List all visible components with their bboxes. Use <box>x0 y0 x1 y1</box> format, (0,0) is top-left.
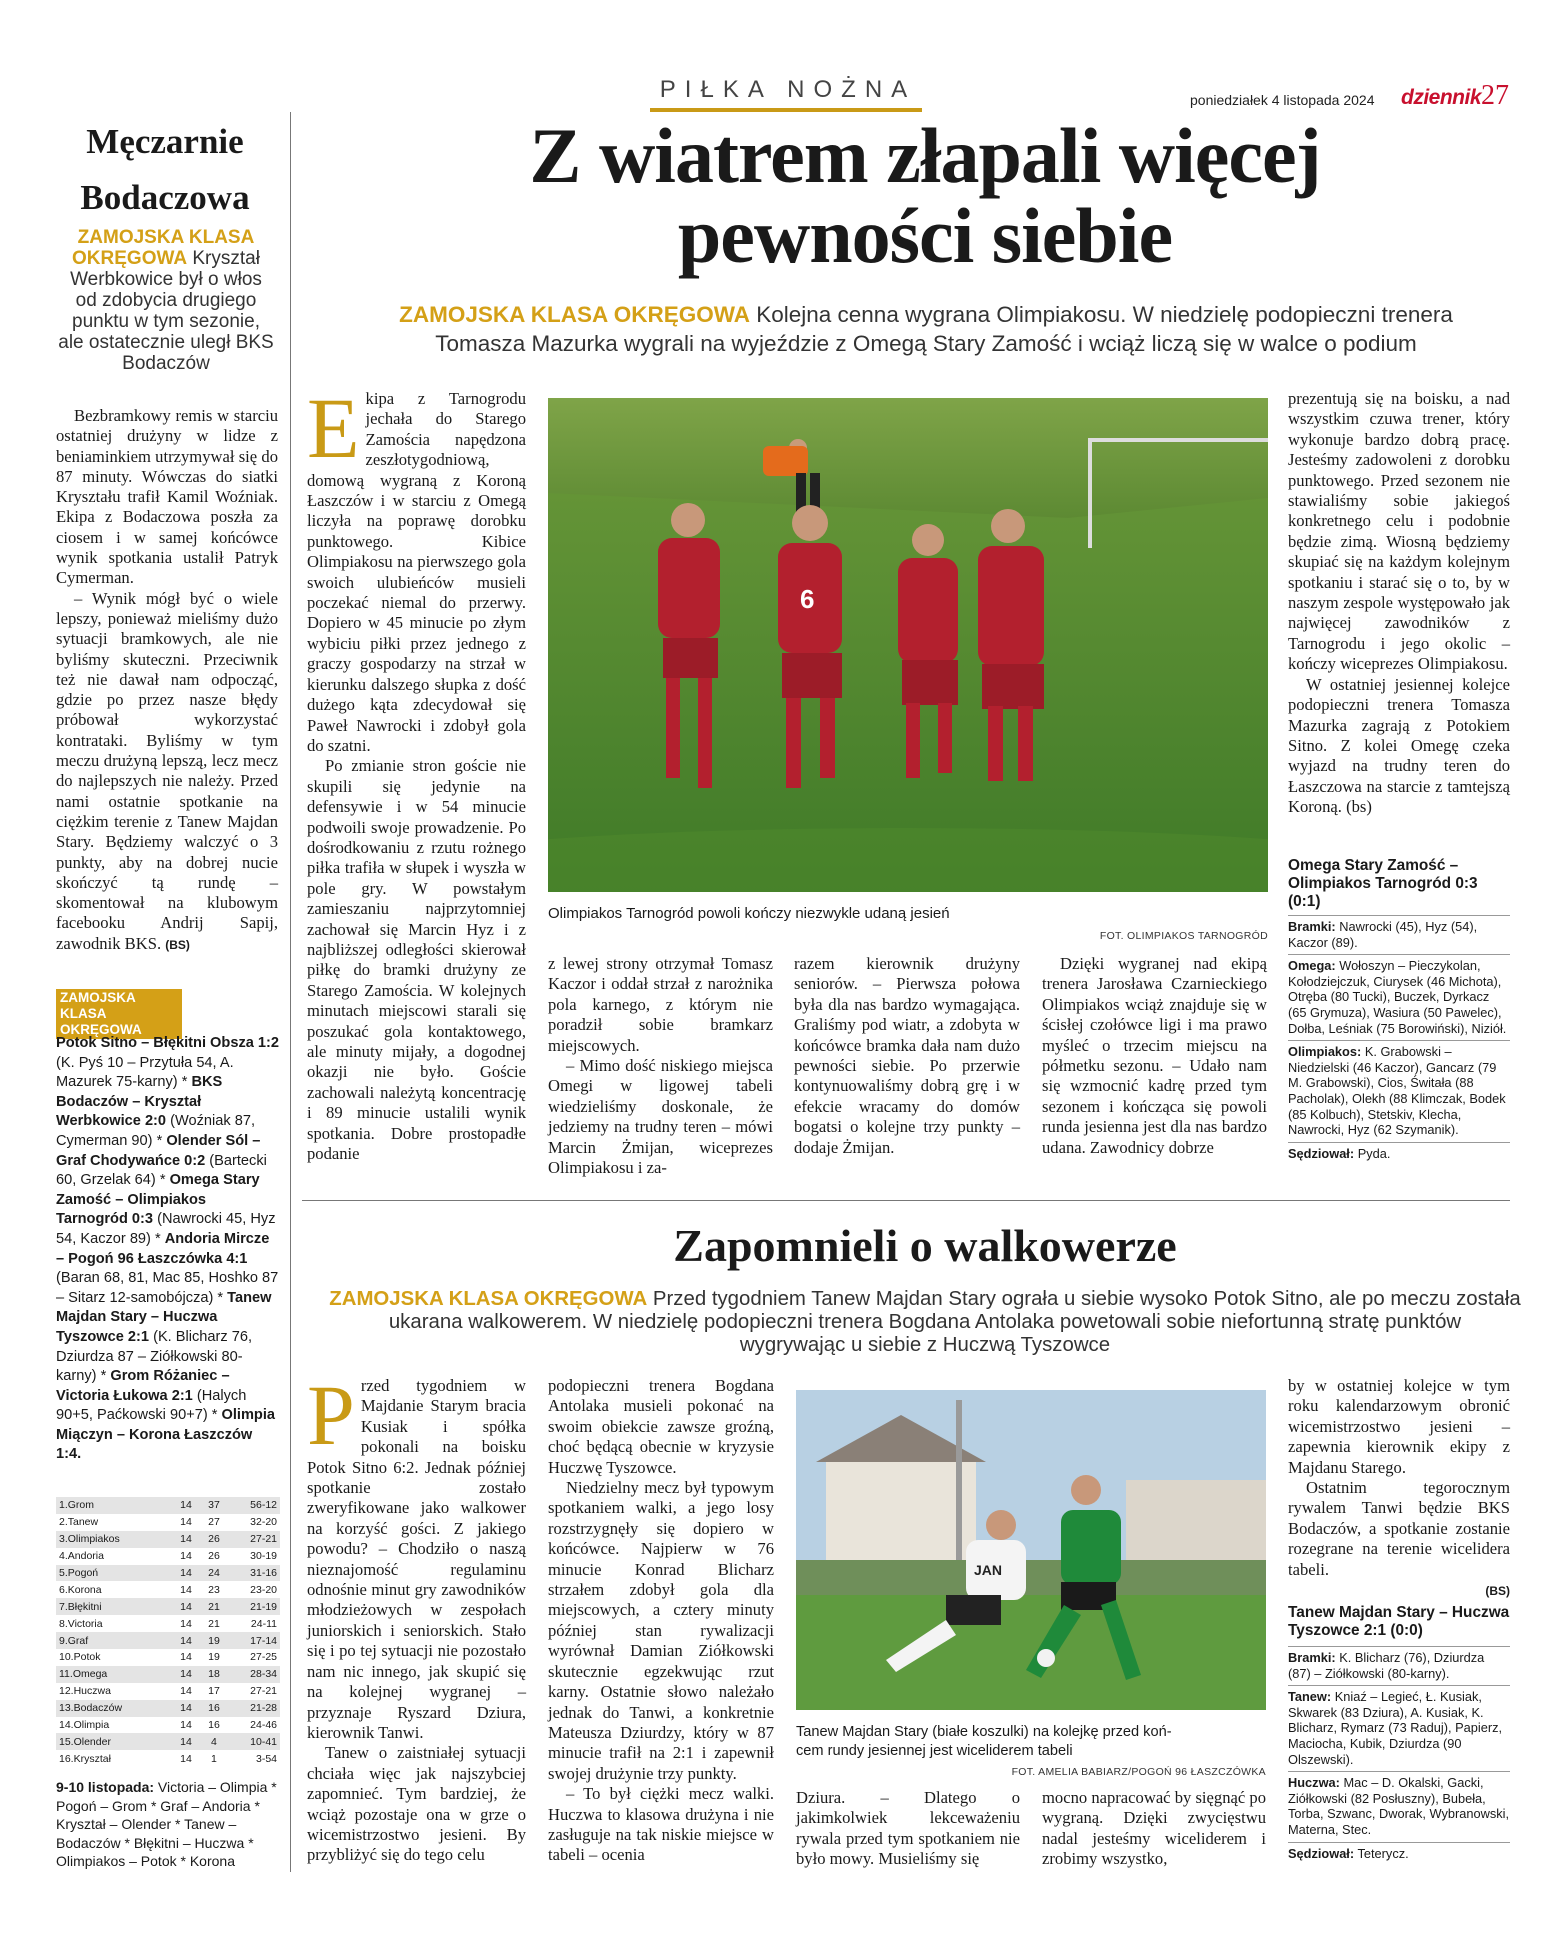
article1-lead-tag: ZAMOJSKA KLASA OKRĘGOWA <box>399 302 750 327</box>
next-round <box>56 1778 280 1871</box>
standings-goals: 28-34 <box>228 1666 280 1683</box>
result-item: Tanew Majdan Stary – Huczwa Tyszowce 2:1 (K. Blicharz 76, Dziurdza 87 – Ziółkowski 80-karny) <box>56 1289 272 1385</box>
article1-col1 <box>307 380 526 1164</box>
standings-points: 26 <box>200 1531 228 1548</box>
article1-photo-caption: Olimpiakos Tarnogród powoli kończy niezwykle udaną jesień <box>548 905 950 922</box>
standings-played: 14 <box>172 1666 200 1683</box>
article1-box-omega: Omega: Wołoszyn – Pieczykolan, Kołodziejczuk, Ciurysek (46 Michota), Otręba (80 Tucki), Buczek, Dyrkacz (65 Grymuza), Wasiura (50 Pawelec), Dołba, Leśniak (75 Borowiński), Niziół. <box>1288 954 1510 1040</box>
standings-played: 14 <box>172 1598 200 1615</box>
result-item: Omega Stary Zamość – Olimpiakos Tarnogród 0:3 (Nawrocki 45, Hyz 54, Kaczor 89) <box>56 1172 276 1247</box>
standings-played: 14 <box>180 1617 192 1630</box>
standings-team: 12.Huczwa <box>59 1685 111 1698</box>
article1-signature: (bs) <box>1346 797 1372 817</box>
page-number: 27 <box>1481 80 1509 111</box>
article1-photo <box>548 398 1268 892</box>
result-item: Olender Sól – Graf Chodywańce 0:2 (Bartecki 60, Grzelak 64) <box>56 1132 267 1189</box>
article1-col5: prezentują się na boisku, a nad wszystkim czuwa trener, który wykonuje bardzo dobrą pracę. Jesteśmy zadowoleni z dorobku punktowego. Przed sezonem nie stawialiśmy sobie jakiegoś konkretnego celu i podobnie będzie zimą. Wiosną będziemy skupiać się na każdym kolejnym spotkaniu i starać się o to, by w naszym zespole występowało jak najwięcej zawodników z Tarnogrodu i jego okolic – kończy wiceprezes Olimpiakosu. W ostatniej jesiennej kolejce podopieczni trenera Tomasza Mazurka zagrają z Potokiem Sitno. Z kolei Omegę czeka wyjazd na trudny teren do Łaszczowa na starcie z tamtejszą Koroną. (bs) <box>1288 389 1510 817</box>
article2-box-referee: Sędziował: Teterycz. <box>1288 1842 1510 1866</box>
standings-goals: 30-19 <box>250 1550 277 1563</box>
article1-paragraph: Po zmianie stron goście nie skupili się jedynie na defensywie i w 54 minucie podwoili swoje prowadzenie. Po dośrodkowaniu z rzutu rożnego piłka trafiła w słupek i wyszła w pole gry. W powstałym zamieszaniu najprzytomniej zachował się Marcin Hyz i z najbliższej odległości skierował piłkę do bramki drużyny ze Starego Zamościa. W kolejnych minutach miejscowi starali się poszukać gola kontaktowego, ale minuty mijały, a dogodnej okazji nie było. Goście zachowali należytą koncentrację i 89 minucie ustalili wynik spotkania. Dobre prostopadłe podanie <box>307 756 526 1164</box>
standings-points: 1 <box>211 1752 217 1765</box>
standings-team: 7.Błękitni <box>56 1598 172 1615</box>
standings-team: 8.Victoria <box>59 1617 103 1630</box>
standings-team: 1.Grom <box>56 1497 172 1514</box>
standings-goals: 27-21 <box>228 1531 280 1548</box>
article2-dropcap: P <box>307 1367 355 1463</box>
article1-paragraph: Ekipa z Tarnogrodu jechała do Starego Zamościa napędzona zeszłotygodniową, domową wygraną z Koroną Łaszczów i w starciu z Omegą liczyła na poprawę dorobku punktowego. Kibice Olimpiakosu na pierwszego gola swoich ulubieńców musieli poczekać niemal do przerwy. Dopiero w 45 minucie po złym wybiciu piłki przez jednego z graczy gospodarzy na strzał w kierunku dalszego słupka z dość dużego kąta zdecydował się Paweł Nawrocki i zdobył gola do szatni. <box>307 380 526 755</box>
standings-row <box>56 1649 280 1666</box>
standings-played: 14 <box>180 1752 192 1765</box>
article2-box-goals: Bramki: K. Blicharz (76), Dziurdza (87) – Ziółkowski (80-karny). <box>1288 1646 1510 1685</box>
standings-row <box>56 1598 280 1615</box>
standings-points: 21 <box>208 1617 220 1630</box>
standings-goals: 17-14 <box>228 1632 280 1649</box>
article1-photo-credit: FOT. OLIMPIAKOS TARNOGRÓD <box>1099 930 1268 942</box>
article2-lead: ZAMOJSKA KLASA OKRĘGOWA Przed tygodniem Tanew Majdan Stary ograła u siebie wysoko Potok Sitno, ale po meczu została ukarana walkowerem. W niedzielę podopieczni trenera Bogdana Antolaka powetowali sobie niefortunną stratę punktów wygrywając u siebie z Huczwą Tyszowce <box>329 1288 1521 1356</box>
standings-row <box>56 1750 280 1767</box>
standings-played: 14 <box>172 1565 200 1582</box>
standings-row <box>56 1514 280 1531</box>
results-badge: ZAMOJSKA KLASA OKRĘGOWA <box>56 989 182 1039</box>
standings-goals: 56-12 <box>228 1497 280 1514</box>
standings-points: 17 <box>208 1685 220 1698</box>
standings-goals: 27-21 <box>250 1685 277 1698</box>
standings-goals: 10-41 <box>228 1733 280 1750</box>
standings-team: 3.Olimpiakos <box>56 1531 172 1548</box>
sidebar-paragraph-text: – Wynik mógł być o wiele lepszy, ponieważ mieliśmy dużo sytuacji bramkowych, ale nie byliśmy skuteczni. Przeciwnik też nie dawał nam odpocząć, gdzie po przez nasze błędy próbował wykorzystać kontrataki. Byliśmy w tym meczu drużyną lepszą, lecz mecz do najlepszych nie należy. Przed nami ostatnie spotkanie na ciężkim terenie z Tanew Majdan Stary. Będziemy walczyć o 3 punkty, aby na dobrej nucie skończyć tą rundę – skomentował na klubowym facebooku Andrij Sapij, zawodnik BKS. <box>56 588 278 953</box>
article1-lead <box>300 300 1552 358</box>
standings-played: 14 <box>172 1531 200 1548</box>
article1-lead-text2: Tomasza Mazurka wygrali na wyjeździe z Omegą Stary Zamość i wciąż liczą się w walce o podium <box>435 331 1417 356</box>
sidebar-signature: (BS) <box>165 937 190 952</box>
articles-separator <box>302 1200 1510 1201</box>
article2-title: Zapomnieli o walkowerze <box>673 1220 1177 1271</box>
article2-col3: Dziura. – Dlatego o jakimkolwiek lekceważeniu rywala przed tym spotkaniem nie było mowy. Musieliśmy się <box>796 1788 1020 1869</box>
result-item: Andoria Mircze – Pogoń 96 Łaszczówka 4:1 (Baran 68, 81, Mac 85, Hoshko 87 – Sitarz 12-samobójcza) <box>56 1230 279 1306</box>
article2-match-box <box>1288 1604 1510 1865</box>
article1-title-line1: Z wiatrem złapali więcej <box>529 112 1321 199</box>
sidebar-paragraph <box>56 589 278 955</box>
article2-box-title: Tanew Majdan Stary – Huczwa Tyszowce 2:1 (0:0) <box>1288 1604 1510 1639</box>
standings-goals: 3-54 <box>255 1752 277 1765</box>
article1-title <box>300 112 1550 279</box>
result-item: Grom Różaniec – Victoria Łukowa 2:1 (Halych 90+5, Paćkowski 90+7) <box>56 1368 247 1424</box>
standings-played: 14 <box>180 1719 192 1732</box>
standings-played: 14 <box>180 1651 192 1664</box>
standings-row <box>56 1733 280 1750</box>
standings-team: 9.Graf <box>56 1632 172 1649</box>
football-celebration-image <box>548 398 1268 892</box>
article1-title-line2: pewności siebie <box>677 192 1173 279</box>
football-duel-image <box>796 1390 1266 1710</box>
article1-col2: z lewej strony otrzymał Tomasz Kaczor i oddał strzał z narożnika pola karnego, z którym nie poradził sobie bramkarz miejscowych. – Mimo dość niskiego miejsca Omegi w ligowej tabeli wiedzieliśmy doskonale, że jedziemy na trudny teren – mówi Marcin Żmijan, wiceprezes Olimpiakosu i za- <box>548 954 773 1178</box>
article2-col2: podopieczni trenera Bogdana Antolaka musieli pokonać na swoim obiekcie zawsze groźną, choć będącą obecnie w kryzysie Huczwę Tyszowce. Niedzielny mecz był typowym spotkaniem walki, a jego losy rozstrzygnęły się dopiero w końcówce. Najpierw w 76 minucie Konrad Blicharz strzałem zdobył gola dla miejscowych, a cztery minuty później stan rywalizacji wyrównał Damian Ziółkowski skutecznie egzekwując rzut karny. Ostatnie słowo należało jednak do Tanwi, a konkretnie Mateusza Dziurdzy, który w 87 minucie trafił na 2:1 i zapewnił swojej drużynie trzy punkty. – To był ciężki mecz walki. Huczwa to klasowa drużyna i nie zasługuje na tak niskie miejsce w tabeli – ocenia <box>548 1376 774 1865</box>
issue-date: poniedziałek 4 listopada 2024 <box>1190 92 1375 108</box>
standings-row <box>56 1632 280 1649</box>
standings-team: 14.Olimpia <box>59 1719 110 1732</box>
standings-row <box>56 1548 280 1565</box>
article2-lead-tag: ZAMOJSKA KLASA OKRĘGOWA <box>329 1288 648 1310</box>
result-item: Potok Sitno – Błękitni Obsza 1:2 (K. Pyś 10 – Przytuła 54, A. Mazurek 75-karny) <box>56 1035 280 1091</box>
sidebar-lead <box>58 227 274 374</box>
standings-played: 14 <box>172 1497 200 1514</box>
standings-played: 14 <box>180 1516 192 1529</box>
standings-played: 14 <box>180 1583 192 1596</box>
article2-col5: by w ostatniej kolejce w tym roku kalendarzowym obronić wicemistrzostwo jesieni – zapewnia kierownik ekipy z Majdanu Starego. Ostatnim tegorocznym rywalem Tanwi będzie BKS Bodaczów, a spotkanie zostanie rozegrane na terenie wicelidera tabeli. (BS) <box>1288 1376 1510 1599</box>
standings-row <box>56 1666 280 1683</box>
standings-team: 11.Omega <box>56 1666 172 1683</box>
standings-team: 2.Tanew <box>59 1516 99 1529</box>
article1-box-referee: Sędziował: Pyda. <box>1288 1142 1510 1166</box>
section-label: PIŁKA NOŻNA <box>659 76 917 103</box>
sidebar-title <box>52 114 278 226</box>
article2-box-tanew: Tanew: Kniaź – Legieć, Ł. Kusiak, Skwarek (83 Dziura), A. Kusiak, K. Blicharz, Rymarz (73 Raduj), Papierz, Maciocha, Kubik, Dziurdza (90 Olszewski). <box>1288 1685 1510 1771</box>
standings-team: 13.Bodaczów <box>56 1700 172 1717</box>
standings-row <box>56 1497 280 1514</box>
standings-row <box>56 1615 280 1632</box>
standings-points: 27 <box>208 1516 220 1529</box>
results-list: Potok Sitno – Błękitni Obsza 1:2 (K. Pyś 10 – Przytuła 54, A. Mazurek 75-karny) * BKS Bodaczów – Kryształ Werbkowice 2:0 (Woźniak 87, Cymerman 90) * Olender Sól – Graf Chodywańce 0:2 (Bartecki 60, Grzelak 64) * Omega Stary Zamość – Olimpiakos Tarnogród 0:3 (Nawrocki 45, Hyz 54, Kaczor 89) * Andoria Mircze – Pogoń 96 Łaszczówka 4:1 (Baran 68, 81, Mac 85, Hoshko 87 – Sitarz 12-samobójcza) * Tanew Majdan Stary – Huczwa Tyszowce 2:1 (K. Blicharz 76, Dziurdza 87 – Ziółkowski 80-karny) * Grom Różaniec – Victoria Łukowa 2:1 (Halych 90+5, Paćkowski 90+7) * Olimpia Miączyn – Korona Łaszczów 1:4. <box>56 1035 280 1463</box>
standings-goals: 24-46 <box>250 1719 277 1732</box>
standings-played: 14 <box>180 1685 192 1698</box>
standings-team: 6.Korona <box>59 1583 102 1596</box>
standings-points: 16 <box>200 1700 228 1717</box>
standings-row <box>56 1700 280 1717</box>
article1-col4: Dzięki wygranej nad ekipą trenera Jarosława Czarnieckiego Olimpiakos wciąż znajduje się w ścisłej czołówce ligi i ma prawo myśleć o trzecim miejscu na półmetku sezonu. – Udało nam się wzmocnić kadrę przed tym sezonem i kończąca się powoli runda jesienna jest dla nas bardzo udana. Zawodnicy dobrze <box>1042 954 1267 1157</box>
result-item: BKS Bodaczów – Kryształ Werbkowice 2:0 (Woźniak 87, Cymerman 90) <box>56 1074 256 1149</box>
article1-box-olimpiakos: Olimpiakos: K. Grabowski – Niedzielski (46 Kaczor), Gancarz (79 M. Grabowski), Cios, Świtała (88 Pacholak), Olekh (88 Klimczak, Bodek (85 Kolbuch), Stetskiv, Klecha, Nawrocki, Hyz (62 Szymanik). <box>1288 1040 1510 1142</box>
standings-row <box>56 1581 280 1598</box>
standings-team: 5.Pogoń <box>56 1565 172 1582</box>
article2-col4: mocno napracować by sięgnąć po wygraną. Dzięki zwycięstwu nadal jesteśmy wiceliderem i zrobimy wszystko, <box>1042 1788 1266 1869</box>
standings-played: 14 <box>172 1632 200 1649</box>
sidebar-body <box>56 406 278 955</box>
standings-goals: 21-28 <box>228 1700 280 1717</box>
standings-team: 4.Andoria <box>59 1550 104 1563</box>
standings-points: 4 <box>200 1733 228 1750</box>
sidebar-title-line2: Bodaczowa <box>80 178 250 217</box>
standings-row <box>56 1717 280 1734</box>
svg-text:6: 6 <box>800 584 815 614</box>
svg-text:JAN: JAN <box>974 1562 1003 1578</box>
sidebar-divider <box>290 112 291 1872</box>
standings-team: 16.Kryształ <box>59 1752 111 1765</box>
article2-photo <box>796 1390 1266 1710</box>
standings-points: 19 <box>208 1651 220 1664</box>
standings-played: 14 <box>172 1733 200 1750</box>
standings-points: 24 <box>200 1565 228 1582</box>
standings-played: 14 <box>180 1550 192 1563</box>
article1-lead-text1: Kolejna cenna wygrana Olimpiakosu. W niedzielę podopieczni trenera <box>756 302 1453 327</box>
dziennik-logo: dziennik <box>1401 86 1482 109</box>
standings-goals: 24-11 <box>250 1617 277 1630</box>
standings-points: 21 <box>200 1598 228 1615</box>
standings-row <box>56 1683 280 1700</box>
article2-signature: (BS) <box>1485 1584 1510 1599</box>
sidebar-title-line1: Męczarnie <box>86 122 244 161</box>
article2-col1: Przed tygodniem w Majdanie Starym bracia Kusiak i spółka pokonali na boisku Potok Sitno 6:2. Jednak później spotkanie zostało zweryfikowane jako walkower na korzyść gości. Z jakiego powodu? – Chodziło o naszą nieznajomość regulaminu odnośnie minut gry zawodników młodzieżowych w zespołach juniorskich i seniorskich. Stało się i po tej sytuacji nie pozostało nam nic innego, jak skupić się na kolejnej wygranej – przyznaje Ryszard Dziura, kierownik Tanwi. Tanew o zaistniałej sytuacji chciała więc jak najszybciej zapomnieć. Tym bardziej, że wciąż pozostaje ona w grze o wicemistrzostwo jesieni. By przybliżyć się do tego celu <box>307 1367 526 1865</box>
standings-goals: 21-19 <box>228 1598 280 1615</box>
result-item: Olimpia Miączyn – Korona Łaszczów 1:4. <box>56 1407 276 1463</box>
article2-photo-caption: Tanew Majdan Stary (białe koszulki) na kolejkę przed koń- cem rundy jesiennej jest wiceliderem tabeli <box>796 1724 1172 1759</box>
standings-points: 37 <box>200 1497 228 1514</box>
standings-goals: 32-20 <box>250 1516 277 1529</box>
standings-goals: 23-20 <box>250 1583 277 1596</box>
article1-match-box <box>1288 857 1510 1165</box>
sidebar-lead-text: Kryształ Werbkowice był o włos od zdobycia drugiego punktu w tym sezonie, ale ostatecznie uległ BKS Bodaczów <box>58 248 274 374</box>
article1-box-goals: Bramki: Nawrocki (45), Hyz (54), Kaczor (89). <box>1288 915 1510 954</box>
standings-row <box>56 1531 280 1548</box>
article1-dropcap: E <box>307 380 360 476</box>
next-round-label: 9-10 listopada: <box>56 1779 155 1795</box>
standings-points: 26 <box>208 1550 220 1563</box>
next-round-text: Victoria – Olimpia * Pogoń – Grom * Graf – Andoria * Kryształ – Olender * Tanew – Bodaczów * Błękitni – Huczwa * Olimpiakos – Potok * Korona <box>56 1779 277 1870</box>
standings-points: 18 <box>200 1666 228 1683</box>
standings-team: 10.Potok <box>59 1651 101 1664</box>
article1-box-title: Omega Stary Zamość – Olimpiakos Tarnogród 0:3 (0:1) <box>1288 857 1478 910</box>
standings-table <box>56 1497 280 1767</box>
standings-points: 16 <box>208 1719 220 1732</box>
article2-box-huczwa: Huczwa: Mac – D. Okalski, Gacki, Ziółkowski (82 Posłuszny), Bubeła, Torba, Szwanc, Dworak, Wybranowski, Materna, Stec. <box>1288 1771 1510 1841</box>
standings-points: 19 <box>200 1632 228 1649</box>
standings-team: 15.Olender <box>56 1733 172 1750</box>
standings-goals: 31-16 <box>228 1565 280 1582</box>
sidebar-paragraph: Bezbramkowy remis w starciu ostatniej drużyny w lidze z beniaminkiem utrzymywał się do 87 minuty. Wówczas do siatki Kryształu trafił Kamil Woźniak. Ekipa z Bodaczowa poszła za ciosem i w samej końcówce wynik spotkania ustalił Patryk Cymerman. <box>56 406 278 588</box>
sidebar-lead-tag: ZAMOJSKA KLASA OKRĘGOWA <box>72 227 255 269</box>
standings-row <box>56 1565 280 1582</box>
article1-col3: razem kierownik drużyny seniorów. – Pierwsza połowa była dla nas bardzo wymagająca. Graliśmy pod wiatr, a zdobyta w końcówce bramka dała nam dużo pewności siebie. Po przerwie kontynuowaliśmy dobrą grę i w efekcie wracamy do domów bogatsi o kolejne trzy punkty – dodaje Żmijan. <box>794 954 1020 1157</box>
article2-photo-credit: FOT. AMELIA BABIARZ/POGOŃ 96 ŁASZCZÓWKA <box>1011 1766 1266 1778</box>
standings-played: 14 <box>172 1700 200 1717</box>
standings-points: 23 <box>208 1583 220 1596</box>
standings-goals: 27-25 <box>250 1651 277 1664</box>
